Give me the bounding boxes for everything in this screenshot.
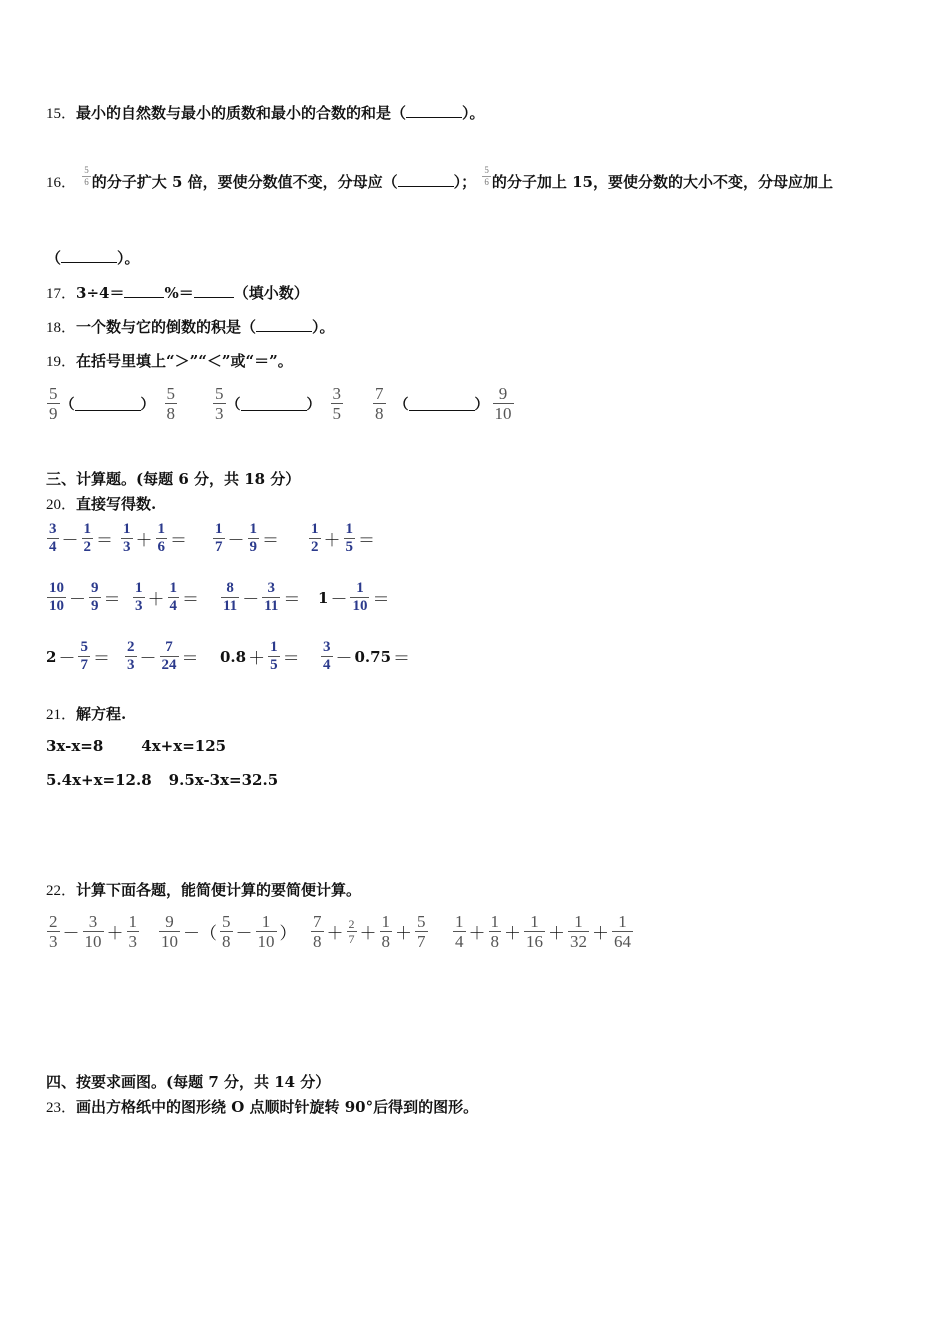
fraction: $\frac{5}{8}$ [166,384,175,423]
calc-expression-1: $\frac{2}{3}$ － $\frac{3}{10}$ ＋ $\frac{1}{3}$ [49,912,137,951]
compare-pair-1 [46,385,178,422]
question-text: 的分子扩大 5 倍，要使分数值不变，分母应（ [91,173,398,191]
fraction: $\frac{3}{11}$ [264,580,279,614]
fraction: $\frac{5}{6}$ [84,165,89,187]
answer-blank[interactable] [241,396,307,411]
calc-item: $\frac{8}{11}$ － $\frac{3}{11}$ ＝ [223,580,301,614]
question-text: %＝ [164,284,194,302]
fraction: $\frac{1}{10}$ [352,580,368,614]
equation: 4x+x=125 [141,737,227,755]
fraction: $\frac{5}{8}$ [222,912,231,951]
question-22 [46,880,361,901]
question-17 [46,283,309,304]
fraction: $\frac{5}{7}$ [80,639,88,673]
section-4-title: 四、按要求画图。(每题 7 分，共 14 分） [46,1073,331,1091]
answer-blank[interactable] [124,283,164,298]
calc-item: $\frac{1}{3}$ ＋ $\frac{1}{6}$ ＝ [123,521,187,555]
fraction: $\frac{1}{4}$ [455,912,464,951]
equation-row-2 [46,771,278,789]
fraction: $\frac{7}{24}$ [161,639,177,673]
question-text: 的分子加上 15，要使分数的大小不变，分母应加上 [491,173,833,191]
question-number: 17． [46,286,77,302]
answer-blank[interactable] [398,172,454,187]
question-text: 计算下面各题，能简便计算的要简便计算。 [76,881,362,899]
question-18 [46,317,335,338]
fraction: $\frac{10}{10}$ [49,580,64,614]
question-text: 最小的自然数与最小的质数和最小的合数的和是（ [76,104,407,122]
fraction: $\frac{1}{16}$ [526,912,543,951]
fraction: $\frac{1}{4}$ [169,580,177,614]
fraction: $\frac{1}{2}$ [311,521,319,555]
fraction: $\frac{2}{3}$ [127,639,135,673]
paren-close: ） [474,396,489,413]
question-end: ）。 [462,104,485,122]
fraction: $\frac{5}{6}$ [484,165,489,187]
answer-blank[interactable] [409,396,475,411]
calc-item: $\frac{3}{4}$ － 0.75 ＝ [323,639,411,673]
section-3-title: 三、计算题。(每题 6 分，共 18 分） [46,470,301,488]
question-end: ）。 [117,249,140,267]
fraction: $\frac{9}{10}$ [161,912,178,951]
question-end: ）。 [312,318,335,336]
paren-close: ） [306,396,321,413]
answer-blank[interactable] [256,317,312,332]
fraction: $\frac{1}{3}$ [135,580,143,614]
calc-item: $\frac{3}{4}$ － $\frac{1}{2}$ ＝ [49,521,113,555]
question-text: 一个数与它的倒数的积是（ [76,318,257,336]
question-number: 20． [46,497,77,513]
equation: 3x-x=8 [46,737,104,755]
fraction: $\frac{1}{32}$ [570,912,587,951]
question-21 [46,704,126,725]
question-23 [46,1097,478,1118]
fraction: $\frac{5}{9}$ [49,384,58,423]
question-number: 21． [46,707,77,723]
question-number: 15． [46,106,77,122]
calc-item: 0.8 ＋ $\frac{1}{5}$ ＝ [220,639,300,673]
paren-open: （ [60,396,75,413]
fraction: $\frac{7}{8}$ [313,912,322,951]
fraction: $\frac{1}{2}$ [83,521,91,555]
question-number: 23． [46,1100,77,1116]
fraction: $\frac{8}{11}$ [223,580,238,614]
question-20 [46,494,156,515]
question-16 [46,166,833,193]
equation: 5.4x+x=12.8 [46,771,152,789]
fraction: $\frac{1}{9}$ [249,521,257,555]
equation-row-1 [46,737,226,755]
fraction: $\frac{3}{4}$ [49,521,57,555]
fraction: $\frac{9}{10}$ [494,384,512,423]
question-text: 在括号里填上“＞”“＜”或“＝”。 [76,352,293,370]
fraction: $\frac{1}{5}$ [345,521,353,555]
fraction: $\frac{5}{7}$ [417,912,426,951]
compare-pair-2 [212,385,344,422]
question-text: ）； [453,173,477,191]
calc-expression-2: $\frac{9}{10}$ －（ $\frac{5}{8}$ － $\frac{1}{10}$ ） [161,912,297,951]
question-16-cont [46,248,140,268]
fraction: $\frac{1}{7}$ [215,521,223,555]
calc-item: $\frac{2}{3}$ － $\frac{7}{24}$ ＝ [127,639,199,673]
paren-open: （ [226,396,241,413]
fraction: $\frac{1}{64}$ [614,912,631,951]
calc-item: $\frac{1}{3}$ ＋ $\frac{1}{4}$ ＝ [135,580,199,614]
fraction: $\frac{3}{10}$ [84,912,102,951]
question-number: 16． [46,175,77,191]
question-19 [46,351,293,372]
fraction: $\frac{1}{3}$ [123,521,131,555]
calc-expression-4: $\frac{1}{4}$ ＋ $\frac{1}{8}$ ＋ $\frac{1}{16}$ ＋ $\frac{1}{32}$ ＋ $\frac{1}{64}$ [455,912,631,951]
question-text: 3÷4＝ [76,284,125,302]
equation: 9.5x-3x=32.5 [168,771,279,789]
fraction: $\frac{7}{8}$ [375,384,384,423]
question-number: 22． [46,883,77,899]
fraction: $\frac{2}{7}$ [348,917,355,946]
question-text: 直接写得数. [76,495,157,513]
question-text: 画出方格纸中的图形绕 O 点顺时针旋转 90°后得到的图形。 [76,1098,479,1116]
fraction: $\frac{9}{9}$ [91,580,99,614]
calc-item: $\frac{1}{2}$ ＋ $\frac{1}{5}$ ＝ [311,521,375,555]
fraction: $\frac{1}{8}$ [490,912,499,951]
question-number: 19． [46,354,77,370]
calc-expression-3: $\frac{7}{8}$ ＋ $\frac{2}{7}$ ＋ $\frac{1}{8}$ ＋ $\frac{5}{7}$ [313,912,426,951]
fraction: $\frac{3}{4}$ [323,639,331,673]
calc-item: 1 － $\frac{1}{10}$ ＝ [318,580,390,614]
fraction: $\frac{1}{10}$ [257,912,275,951]
paren-close: ） [140,396,155,413]
fraction: $\frac{3}{5}$ [332,384,341,423]
answer-blank[interactable] [406,103,462,118]
fraction: $\frac{2}{3}$ [49,912,58,951]
question-text: （填小数） [233,284,309,302]
fraction: $\frac{1}{3}$ [128,912,137,951]
calc-item: 2 － $\frac{5}{7}$ ＝ [46,639,110,673]
question-15 [46,103,485,124]
question-number: 18． [46,320,77,336]
fraction: $\frac{1}{8}$ [381,912,390,951]
fraction: $\frac{5}{3}$ [215,384,224,423]
answer-blank[interactable] [75,396,141,411]
question-text: （ [46,249,62,267]
fraction: $\frac{1}{6}$ [157,521,165,555]
fraction: $\frac{1}{5}$ [270,639,278,673]
compare-pair-3 [372,385,515,422]
calc-item: $\frac{1}{7}$ － $\frac{1}{9}$ ＝ [215,521,279,555]
answer-blank[interactable] [61,248,117,263]
question-text: 解方程. [76,705,127,723]
paren-open: （ [394,396,409,413]
answer-blank[interactable] [194,283,234,298]
calc-item: $\frac{10}{10}$ － $\frac{9}{9}$ ＝ [49,580,121,614]
